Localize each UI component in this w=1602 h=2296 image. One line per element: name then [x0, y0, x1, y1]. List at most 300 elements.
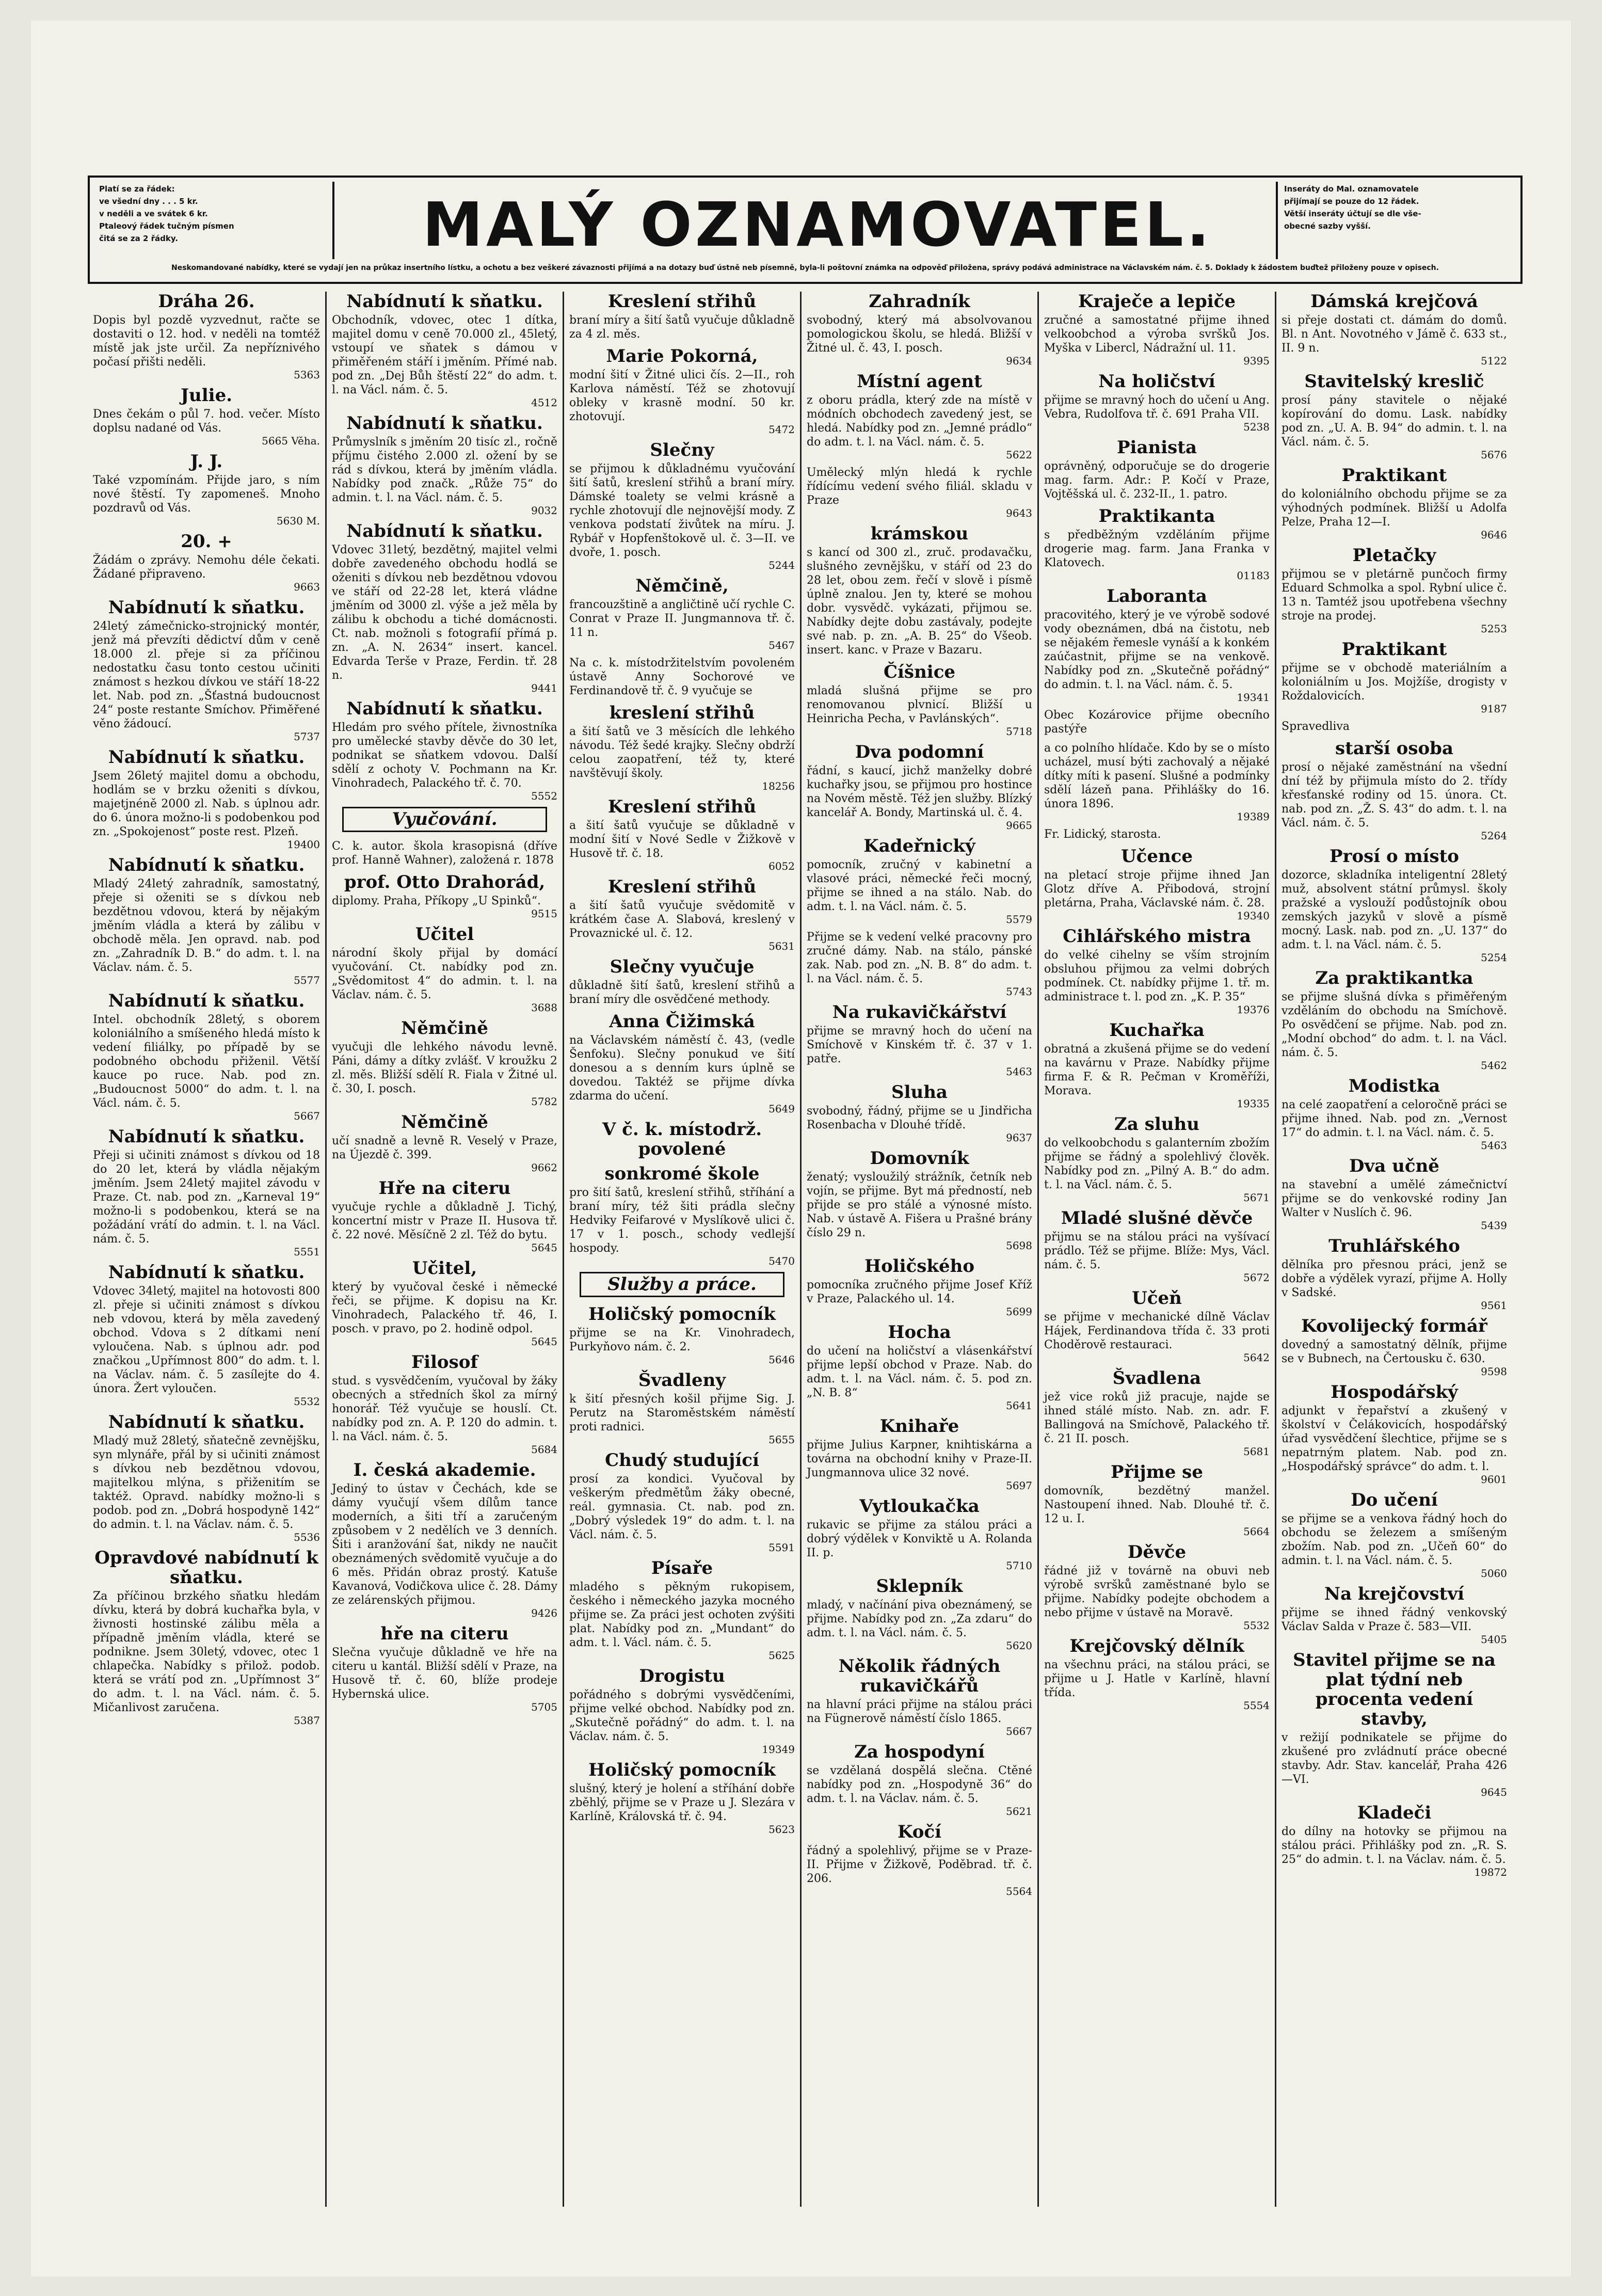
ad-number: 5060	[1481, 1567, 1507, 1580]
ad-number: 9561	[1481, 1299, 1507, 1312]
classified-ad	[807, 1256, 1032, 1317]
ad-heading: Pletačky	[1352, 545, 1436, 566]
classified-ad	[93, 1412, 320, 1543]
classified-ad	[332, 1624, 557, 1713]
ad-heading: Kadeřnický	[863, 836, 975, 856]
classified-ad	[1044, 438, 1270, 501]
ad-text: Umělecký mlýn hledá k rychle řídícímu vedení svého filiál. skladu v Praze	[807, 466, 1032, 507]
ad-heading: Opravdové nabídnutí k sňatku.	[94, 1548, 318, 1588]
ad-heading: Nabídnutí k sňatku.	[108, 855, 305, 875]
classified-ad	[93, 532, 320, 593]
classified-ad	[569, 1760, 795, 1835]
classified-ad	[1044, 506, 1270, 581]
ad-heading: Kovolijecký formář	[1301, 1316, 1487, 1336]
ad-number: 5642	[1243, 1351, 1270, 1364]
classified-ad	[1044, 927, 1270, 1015]
ad-heading: Sklepník	[876, 1576, 963, 1597]
price-line: čitá se za 2 řádky.	[99, 234, 178, 243]
ad-number: 5699	[1006, 1305, 1032, 1318]
ad-text: ženatý; vysloužilý strážník, četník neb vojín, se přijme. Byt má předností, neb přijde se pro stálé a výnosné místo. Nab. v ústavě A. Fišera u Prašné brány číslo 29 n.	[807, 1171, 1032, 1239]
ad-number: 19376	[1237, 1003, 1270, 1016]
ad-number: 5676	[1481, 449, 1507, 461]
ad-number: 19349	[762, 1743, 795, 1756]
ad-column-5	[1037, 292, 1275, 2207]
ad-text: jež vice roků již pracuje, najde se ihned stálé místo. Nab. zn. adr. F. Ballingová na Smíchově, Palackého tř. č. 21 II. posch.	[1044, 1391, 1270, 1445]
ad-heading: Dráha 26.	[158, 292, 255, 312]
ad-heading: Julie.	[180, 385, 233, 406]
ad-text: učí snadně a levně R. Veselý v Praze, na Újezdě č. 399.	[332, 1135, 557, 1161]
ad-number: 9643	[1006, 507, 1032, 519]
ad-text: Obec Kozárovice přijme obecního pastýře	[1044, 709, 1270, 736]
classified-ad	[807, 1149, 1032, 1251]
ad-text: Jediný to ústav v Čechách, kde se dámy vyučují všem dílům tance moderních, a šiti tří a zaručeným způsobem v 2 nedělích ve 3 denních. Šiti i aranžování šat, nikdy ne naučit obeznámených svědomitě vyučuje a do 6 měs. Přidán obraz prostý. Katuše Kavanová, Vodičkova ulice č. 28. Dámy ze zelárenských přijmou.	[332, 1482, 557, 1607]
ad-heading: Kuchařka	[1109, 1020, 1205, 1041]
ad-text: pomocníka zručného přijme Josef Kříž v Praze, Palackého ul. 14.	[807, 1279, 1032, 1305]
ad-heading: Krejčovský dělník	[1069, 1636, 1244, 1656]
ad-number: 5655	[768, 1433, 795, 1446]
classified-ad	[1281, 1076, 1507, 1151]
classified-ad	[93, 1263, 320, 1407]
ad-heading: Nabídnutí k sňatku.	[108, 747, 305, 768]
ad-heading: Laboranta	[1107, 586, 1207, 607]
ad-text: pomocník, zručný v kabinetní a vlasové práci, německé řeči mocný, přijme se ihned a na stálo. Nab. do adm. t. l. na Václ. nám. č. 5.	[807, 858, 1032, 913]
ad-number: 5667	[1006, 1725, 1032, 1737]
ad-heading: Děvče	[1127, 1542, 1187, 1562]
ad-heading: Za praktikantka	[1315, 968, 1473, 988]
classified-ad	[332, 413, 557, 516]
ad-text: braní míry a šití šatů vyučuje důkladně za 4 zl. měs.	[569, 314, 795, 341]
classified-ad	[1281, 1584, 1507, 1645]
ad-number: 9426	[531, 1607, 557, 1619]
ad-number: 5710	[1006, 1559, 1032, 1572]
newspaper-page	[31, 21, 1571, 2276]
ad-text: obratná a zkušená přijme se do vedení na kavárnu v Praze. Nabídky přijme firma F. & R. Pečman v Kroměříži, Morava.	[1044, 1043, 1270, 1097]
ad-heading: Nabídnutí k sňatku.	[108, 991, 305, 1011]
ad-text: pro šití šatů, kreslení střihů, stříhání a braní míry, též šiti prádla slečny Hedviky Feifarové v Myslíkově ulici č. 17 v 1. posch., schody vedlejší hospody.	[569, 1186, 795, 1255]
classified-ad	[569, 1558, 795, 1661]
classified-ad	[807, 1742, 1032, 1817]
classified-ad	[1281, 546, 1507, 634]
ad-text: Za příčinou brzkého sňatku hledám dívku, která by dobrá kuchařka byla, v živnosti hostinské zálibu měla a případně jměním vládla, které se podnikne. Jsem 30letý, vdovec, otec 1 chlapečka. Nabídky s přilož. podob. která se vrátí pod zn. „Upřímnost 3“ do adm. t. l. na Václ. nám. č. 5. Mičanlivost zaručena.	[93, 1590, 320, 1714]
masthead-price-info	[99, 183, 326, 260]
ad-text: na celé zaopatření a celoročně práci se přijme ihned. Nab. pod zn. „Vernost 17“ do admin. t. l. na Václ. nám. č. 5.	[1281, 1098, 1507, 1139]
ad-text: do velkoobchodu s galanterním zbožím přijme se řádný a spolehlivý člověk. Nabídky pod zn. „Pilný A. B.“ do adm. t. l. na Václ. nám. č. 5.	[1044, 1137, 1270, 1191]
ad-number: 5737	[294, 730, 320, 743]
masthead-divider	[1276, 182, 1278, 259]
ad-text: na hlavní práci přijme na stálou práci na Fügnerově náměstí číslo 1865.	[807, 1698, 1032, 1725]
ad-heading: Cihlářského mistra	[1063, 926, 1251, 947]
ad-text: Hledám pro svého přítele, živnostníka pro umělecké stavby děvče do 30 let, podnikat se sňatkem vdovou. Další sdělí z ochoty V. Pochmann na Kr. Vinohradech, Palackého tř. č. 70.	[332, 721, 557, 790]
ad-text: na stavební a umělé zámečnictví přijme se do venkovské rodiny Jan Walter v Nuslích č. 96.	[1281, 1178, 1507, 1219]
ad-text: a šití šatů vyučuje se důkladně v modní šití v Nové Sedle v Žižkově v Husově tř. č. 18.	[569, 819, 795, 860]
ad-text: Na c. k. místodržitelstvím povoleném ústavě Anny Sochorové ve Ferdinandově tř. č. 9 vyučuje se	[569, 657, 795, 697]
ad-number: 19872	[1474, 1866, 1507, 1878]
ad-number: 5577	[294, 974, 320, 986]
classified-ad	[1044, 741, 1270, 822]
ad-heading: Dva podomní	[855, 742, 984, 762]
ad-heading: Marie Pokorná,	[606, 346, 758, 366]
classified-ad	[1044, 1636, 1270, 1711]
classified-ad	[1281, 968, 1507, 1071]
ad-number: 9645	[1481, 1786, 1507, 1798]
ad-heading: Za sluhu	[1114, 1114, 1199, 1135]
ad-text: a šití šatů vyučuje svědomitě v krátkém čase A. Slabová, kreslený v Provaznické ul. č. 12.	[569, 899, 795, 940]
ad-number: 5264	[1481, 830, 1507, 842]
ad-text: mladá slušná přijme se pro renomovanou plvnicí. Bližší u Heinricha Pecha, v Pavlánských“.	[807, 684, 1032, 725]
ad-heading: Nabídnutí k sňatku.	[346, 413, 543, 434]
ad-text: s kancí od 300 zl., zruč. prodavačku, slušného zevnějšku, v stáří od 23 do 28 let, obou zem. řečí v slově i písmě úplně znalou. Jen ty, které se mohou dobr. vysvědč. vykázati, přijmou se. Nabídky dejte dobu zastávaly, podejte své nab. p. zn. „A. B. 25“ do Všeob. insert. kanc. v Praze v Bazaru.	[807, 546, 1032, 657]
classified-ad	[569, 292, 795, 341]
classified-ad	[569, 1666, 795, 1755]
ad-number: 5620	[1006, 1639, 1032, 1652]
ad-number: 9032	[531, 504, 557, 517]
ad-heading: prof. Otto Drahorád,	[344, 872, 546, 892]
classified-ad	[93, 292, 320, 380]
ad-text: důkladně šití šatů, kreslení střihů a braní míry dle osvědčené methody.	[569, 979, 795, 1006]
ad-heading: Švadlena	[1112, 1368, 1202, 1389]
ad-heading: Praktikant	[1341, 639, 1447, 660]
classified-ad	[332, 699, 557, 802]
classified-ad	[807, 372, 1032, 460]
ad-number: 9665	[1006, 819, 1032, 832]
classified-ad	[332, 1258, 557, 1347]
ad-heading: Němčině	[401, 1112, 488, 1133]
ad-heading: Kreslení střihů	[607, 292, 757, 312]
ad-heading: Knihaře	[879, 1416, 959, 1437]
ad-heading: Chudý studující	[605, 1450, 759, 1471]
ad-text: a šití šatů ve 3 měsících dle lehkého návodu. Též šedé krajky. Slečny obdrží celou zaopatření, též ty, které navštěvují školy.	[569, 725, 795, 780]
ad-number: 5564	[1006, 1885, 1032, 1898]
ad-heading: Holičského	[864, 1256, 975, 1277]
price-line: v neděli a ve svátek 6 kr.	[99, 209, 208, 218]
section-heading-box: Služby a práce.	[580, 1272, 784, 1297]
ad-text: Spravedliva	[1281, 720, 1350, 733]
ad-text: mladý, v načínání piva obeznámený, se přijme. Nabídky pod zn. „Za zdaru“ do adm. t. l. na Václ. nám. č. 5.	[807, 1599, 1032, 1639]
classified-ad	[1281, 720, 1507, 734]
insertion-line: Větší inseráty účtují se dle vše-	[1284, 209, 1421, 218]
ad-text: Přijme se k vedení velké pracovny pro zručné dámy. Nab. na stálo, pánské zak. Nab. pod zn. „N. B. 8“ do adm. t. l. na Václ. nám. č. 5.	[807, 931, 1032, 985]
classified-ad	[807, 524, 1032, 657]
ad-text: v režijí podnikatele se přijme do zkušené pro zvládnutí práce obecné stavby. Adr. Stav. kancelář, Praha 426—VI.	[1281, 1731, 1507, 1786]
classified-ad	[569, 656, 795, 698]
classified-ad	[569, 1164, 795, 1267]
ad-number: 5718	[1006, 725, 1032, 738]
ad-text: Žádám o zprávy. Nemohu déle čekati. Žádané připraveno.	[93, 554, 320, 581]
ad-text: přijme se v obchodě materiálním a koloniálním u Jos. Mojžíše, drogisty v Roždalovicích.	[1281, 662, 1507, 703]
ad-heading: Za hospodyní	[854, 1742, 985, 1762]
ad-heading: sonkromé škole	[604, 1163, 760, 1184]
ad-number: 5705	[531, 1701, 557, 1713]
ad-number: 5697	[1006, 1479, 1032, 1492]
ad-heading: starší osoba	[1335, 738, 1453, 759]
ad-heading: Drogistu	[639, 1666, 725, 1686]
ad-column-2	[325, 292, 563, 2207]
ad-heading: Dva učně	[1349, 1156, 1439, 1176]
ad-text: se přijme slušná dívka s přiměřeným vzděláním do obchodu na Smíchově. Po osvědčení se přijme. Nab. pod zn. „Modní obchod“ do adm. t. l. na Václ. nám. č. 5.	[1281, 991, 1507, 1059]
classified-ad	[807, 930, 1032, 997]
ad-heading: Švadleny	[638, 1370, 726, 1391]
ad-text: Fr. Lidický, starosta.	[1044, 828, 1161, 841]
classified-ad	[332, 1112, 557, 1173]
ad-text: do velké cihelny se vším strojním obsluhou přijmou za velmi dobrých podmínek. Ct. nabídky přijme 1. tř. m. administrace t. l. pod zn. „K. P. 35“	[1044, 949, 1270, 1003]
classified-ad	[1281, 739, 1507, 841]
ad-text: vyučuje rychle a důkladně J. Tichý, koncertní mistr v Praze II. Husova tř. č. 22 nové. Měsíčně 2 zl. Též do bytu.	[332, 1201, 557, 1241]
classified-ad	[807, 1002, 1032, 1077]
ad-number: 5254	[1481, 951, 1507, 964]
ad-heading: Kreslení střihů	[607, 796, 757, 817]
ad-heading: Číšnice	[883, 662, 956, 682]
classified-ad	[332, 521, 557, 694]
ad-heading: Nabídnutí k sňatku.	[108, 597, 305, 618]
ad-text: rukavic se přijme za stálou práci a dobrý výdělek v Konviktě u A. Rolanda II. p.	[807, 1519, 1032, 1559]
ad-heading: Kraječe a lepiče	[1078, 292, 1236, 312]
ad-heading: Kladeči	[1357, 1803, 1432, 1823]
ad-heading: I. česká akademie.	[353, 1460, 536, 1480]
ad-text: národní školy přijal by domácí vyučování. Ct. nabídky pod zn. „Svědomitost 4“ do admin. t. l. na Václav. nám. č. 5.	[332, 947, 557, 1001]
ad-text: přijme se mravný hoch do učení na Smíchově v Kinském tř. č. 37 v 1. patře.	[807, 1025, 1032, 1065]
ad-heading: Stavitelský kreslič	[1304, 371, 1484, 392]
classified-ad	[807, 1322, 1032, 1411]
ad-number: 9601	[1481, 1473, 1507, 1486]
ad-text: prosí za kondici. Vyučoval by veškerým předmětům žáky obecné, reál. gymnasia. Ct. nab. pod zn. „Dobrý výsledek 19“ do adm. t. l. na Václ. nám. č. 5.	[569, 1473, 795, 1541]
ad-text: řádný a spolehlivý, přijme se v Praze-II. Přijme v Žižkově, Poděbrad. tř. č. 206.	[807, 1844, 1032, 1885]
ad-number: 5641	[1006, 1399, 1032, 1412]
ad-number: 5671	[1243, 1191, 1270, 1204]
classified-ad	[807, 1576, 1032, 1651]
ad-column-4	[800, 292, 1037, 2207]
ad-number: 5462	[1481, 1059, 1507, 1072]
ad-text: se přijme v mechanické dílně Václav Hájek, Ferdinandova třída č. 33 proti Choděrově restauraci.	[1044, 1311, 1270, 1351]
ad-text: pořádného s dobrými vysvědčeními, přijme velké obchod. Nabídky pod zn. „Skutečně pořádný“ do adm. t. l. na Václav. nám. č. 5.	[569, 1688, 795, 1743]
classified-ad	[1044, 1021, 1270, 1109]
masthead-note: Neskomandované nabídky, které se vydají jen na průkaz insertního lístku, a ochotu a bez veškeré závaznosti přijímá a na dotazy buď ústně neb písemně, byla-li poštovní známka na odpověď přiložena, správy podává administrace na Václavském nám. č. 5. Doklady k žádostem buďtež přiloženy pouze v opisech.	[171, 264, 1439, 272]
classified-ad	[807, 292, 1032, 366]
ad-number: 5387	[294, 1714, 320, 1727]
ad-text: francouzštině a angličtině učí rychle C. Conrat v Praze II. Jungmannova tř. č. 11 n.	[569, 598, 795, 639]
ad-number: 5244	[768, 559, 795, 571]
ad-number: 5363	[294, 369, 320, 381]
classified-ad	[807, 1496, 1032, 1571]
ad-number: 5536	[294, 1531, 320, 1543]
classified-ad	[807, 1822, 1032, 1897]
ad-text: svobodný, řádný, přijme se u Jindřicha Rosenbacha v Dlouhé třídě.	[807, 1105, 1032, 1131]
ad-heading: Učitel,	[412, 1258, 477, 1279]
ad-heading: Nabídnutí k sňatku.	[108, 1412, 305, 1432]
ad-heading: Na krejčovství	[1324, 1584, 1464, 1604]
classified-ad	[807, 662, 1032, 737]
ad-number: 5467	[768, 639, 795, 651]
ad-heading: V č. k. místodrž. povolené	[602, 1119, 762, 1159]
ad-number: 5667	[294, 1110, 320, 1122]
classified-ad	[332, 1352, 557, 1455]
insertion-line: přijímají se pouze do 12 řádek.	[1284, 197, 1419, 206]
ad-text: stud. s vysvědčením, vyučoval by žáky obecných a středních škol za mírný honorář. Též vyučuje se houslí. Ct. nabídky pod zn. A. P. 120 do admin. t. l. na Václ. nám. č. 5.	[332, 1375, 557, 1443]
classified-ad	[569, 346, 795, 435]
ad-number: 5405	[1481, 1633, 1507, 1646]
ad-text: s předběžným vzděláním přijme drogerie mag. farm. Jana Franka v Klatovech.	[1044, 529, 1270, 569]
ad-number: 5630 M.	[276, 515, 320, 527]
ad-heading: Modistka	[1348, 1076, 1440, 1096]
ad-heading: 20. +	[181, 531, 232, 552]
classified-ad	[807, 742, 1032, 831]
classified-ad	[93, 1548, 320, 1726]
classified-ad	[332, 1178, 557, 1253]
ad-text: přijmu se na stálou práci na vyšívací prádlo. Též se přijme. Blíže: Mys, Václ. nám. č. 5.	[1044, 1231, 1270, 1271]
ad-number: 5681	[1243, 1445, 1270, 1458]
masthead-insertion-info	[1284, 183, 1511, 260]
ad-text: prosí pány stavitele o nějaké kopírování do domu. Lask. nabídky pod zn. „U. A. B. 94“ do admin. t. l. na Václ. nám. č. 5.	[1281, 394, 1507, 449]
classified-ad	[569, 703, 795, 792]
ad-text: zručné a samostatné přijme ihned velkoobchod a výroba svršků Jos. Myška v Libercl, Nádražní ul. 11.	[1044, 314, 1270, 355]
ad-text: který by vyučoval české i německé řeči, se přijme. K dopisu na Kr. Vinohradech, Palackého tř. 46, I. posch. v pravo, po 2. hodině odpol.	[332, 1281, 557, 1335]
ad-number: 5645	[531, 1241, 557, 1254]
classified-ad	[332, 292, 557, 408]
ad-columns	[88, 292, 1523, 2207]
classified-ad	[1281, 1803, 1507, 1878]
ad-number: 5646	[768, 1353, 795, 1366]
ad-text: vyučuji dle lehkého návodu levně. Páni, dámy a dítky zvlášť. V kroužku 2 zl. měs. Bližší sdělí R. Fiala v Žitné ul. č. 30, I. posch.	[332, 1041, 557, 1095]
ad-text: se přijme se a venkova řádný hoch do obchodu se železem a smíšeným zbožím. Nab. pod zn. „Učeň 60“ do admin. t. l. na Václ. nám. č. 5.	[1281, 1512, 1507, 1567]
ad-number: 19340	[1237, 910, 1270, 922]
classified-ad	[93, 855, 320, 986]
ad-text: Vdovec 31letý, bezdětný, majitel velmi dobře zavedeného obchodu hodlá se oženiti s dívkou neb bezdětnou vdovou ve stáří od 22-28 let, která vládne jměním od 3000 zl. výše a jež měla by zálibu k obchodu a tiché domácnosti. Ct. nab. možnoli s fotografií přímá p. zn. „A. N. 2634“ insert. kancel. Edvarda Terše v Praze, Ferdin. tř. 28 n.	[332, 544, 557, 682]
ad-heading: hře na citeru	[380, 1623, 509, 1644]
classified-ad	[807, 1656, 1032, 1737]
ad-text: prosí o nějaké zaměstnání na všední dní též by přijmula místo do 2. třídy křesťanské rodiny od 15. února. Ct. nab. pod zn. „Ž. S. 43“ do adm. t. l. na Václ. nám. č. 5.	[1281, 761, 1507, 830]
classified-ad	[1044, 1114, 1270, 1203]
ad-heading: Slečny	[650, 440, 714, 460]
classified-ad	[569, 1120, 795, 1159]
ad-heading: Nabídnutí k sňatku.	[108, 1262, 305, 1283]
classified-ad	[1044, 372, 1270, 433]
masthead	[88, 176, 1523, 284]
ad-heading: Na holičství	[1098, 371, 1215, 392]
ad-number: 19341	[1237, 691, 1270, 704]
classified-ad	[332, 1018, 557, 1107]
ad-heading: Prosí o místo	[1329, 846, 1459, 867]
ad-number: 9395	[1243, 355, 1270, 367]
classified-ad	[569, 1012, 795, 1114]
price-line: Platí se za řádek:	[99, 184, 175, 194]
classified-ad	[1281, 847, 1507, 963]
ad-number: 9646	[1481, 529, 1507, 541]
ad-text: Také vzpomínám. Přijde jaro, s ním nové štěstí. Ty zapomeneš. Mnoho pozdravů od Vás.	[93, 474, 320, 515]
ad-number: 5238	[1243, 421, 1270, 433]
ad-heading: Hocha	[888, 1322, 951, 1343]
classified-ad	[332, 839, 557, 867]
ad-number: 18256	[762, 780, 795, 792]
ad-heading: Učence	[1120, 846, 1193, 867]
ad-heading: Učeň	[1132, 1288, 1182, 1309]
ad-number: 5554	[1243, 1699, 1270, 1712]
classified-ad	[569, 1304, 795, 1365]
classified-ad	[1044, 1208, 1270, 1283]
ad-text: diplomy. Praha, Příkopy „U Spinků“.	[332, 895, 541, 907]
ad-number: 5782	[531, 1095, 557, 1108]
classified-ad	[93, 747, 320, 850]
ad-heading: Praktikanta	[1098, 506, 1215, 527]
classified-ad	[569, 957, 795, 1007]
classified-ad	[1044, 1368, 1270, 1457]
classified-ad	[569, 576, 795, 651]
ad-text: Přeji si učiniti známost s dívkou od 18 do 20 let, která by vládla nějakým jměním. Jsem 24letý majitel závodu v Praze. Ct. nab. pod zn. „Karneval 19“ možno-li s podobenkou, která se na požádání vrátí do admin. t. l. na Václ. nám. č. 5.	[93, 1149, 320, 1246]
classified-ad	[1044, 1288, 1270, 1363]
ad-text: dělníka pro přesnou práci, jenž se dobře a výdělek vyrazí, přijme A. Holly v Sadské.	[1281, 1258, 1507, 1299]
classified-ad	[1281, 1316, 1507, 1377]
classified-ad	[569, 797, 795, 872]
ad-text: řádné již v továrně na obuvi neb výrobě svršků zaměstnané bylo se přijme. Nabídky podejte obchodem a nebo přijme v ústavě na Moravě.	[1044, 1565, 1270, 1619]
ad-number: 5439	[1481, 1219, 1507, 1232]
classified-ad	[1281, 1236, 1507, 1311]
ad-heading: Praktikant	[1341, 465, 1447, 486]
classified-ad	[1281, 1382, 1507, 1485]
ad-number: 9663	[294, 581, 320, 593]
classified-ad	[1044, 586, 1270, 703]
ad-heading: Nabídnutí k sňatku.	[346, 698, 543, 719]
ad-heading: Místní agent	[857, 371, 982, 392]
ad-text: svobodný, který má absolvovanou pomologickou školu, se hledá. Bližší v Žitné ul. č. 43, I. posch.	[807, 314, 1032, 355]
ad-text: do učení na holičství a vlásenkářství přijme lepší obchod v Praze. Nab. do adm. t. l. na Václ. nám. č. 5. pod zn. „N. B. 8“	[807, 1345, 1032, 1399]
ad-text: modní šití v Žitné ulici čís. 2—II., roh Karlova náměstí. Též se zhotovují obleky v krasně modní. 50 kr. zhotovují.	[569, 369, 795, 423]
ad-heading: Několik řádných rukavičkářů	[838, 1656, 1001, 1696]
ad-heading: Holičský pomocník	[588, 1304, 776, 1325]
ad-number: 5552	[531, 790, 557, 802]
ad-number: 5122	[1481, 355, 1507, 367]
classified-ad	[93, 1127, 320, 1257]
ad-heading: Němčině,	[635, 576, 729, 596]
ad-heading: krámskou	[870, 523, 969, 544]
ad-number: 5698	[1006, 1239, 1032, 1252]
ad-heading: Anna Čižimská	[609, 1011, 755, 1032]
ad-number: 01183	[1237, 569, 1270, 582]
ad-number: 4512	[531, 396, 557, 409]
ad-heading: Kreslení střihů	[607, 876, 757, 897]
classified-ad	[93, 386, 320, 447]
classified-ad	[1044, 708, 1270, 736]
classified-ad	[1044, 292, 1270, 366]
ad-text: řádní, s kaucí, jichž manželky dobré kuchařky jsou, se přijmou pro hostince na Novém městě. Též jen služby. Blízký kancelář A. Bondy, Martinská ul. č. 4.	[807, 764, 1032, 819]
ad-number: 5625	[768, 1649, 795, 1662]
ad-number: 9662	[531, 1161, 557, 1174]
classified-ad	[1281, 292, 1507, 366]
ad-heading: Dámská krejčová	[1310, 292, 1478, 312]
ad-heading: kreslení střihů	[609, 703, 755, 723]
ad-number: 5463	[1481, 1139, 1507, 1152]
ad-text: z oboru prádla, který zde na místě v módních obchodech zavedený jest, se hledá. Nabídky pod zn. „Jemné prádlo“ do adm. t. l. na Václ. nám. č. 5.	[807, 394, 1032, 449]
ad-text: Mladý 24letý zahradník, samostatný, přeje si oženiti se s dívkou neb bezdětnou vdovou, která by nějakým jměním vládla a která by zálibu v obchodě měla. Jen opravd. nab. pod zn. „Zahradník D. B.“ do adm. t. l. na Václav. nám. č. 5.	[93, 878, 320, 974]
ad-number: 5470	[768, 1255, 795, 1267]
classified-ad	[1281, 1156, 1507, 1231]
ad-text: oprávněný, odporučuje se do drogerie mag. farm. Adr.: P. Kočí v Praze, Vojtěšská ul. č. 232-II., 1. patro.	[1044, 460, 1270, 501]
ad-heading: Na rukavičkářství	[832, 1002, 1007, 1023]
ad-heading: Pianista	[1116, 437, 1197, 458]
classified-ad	[807, 466, 1032, 519]
ad-text: Obchodník, vdovec, otec 1 dítka, majitel domu v ceně 70.000 zl., 45letý, vstoupí ve sňatek s dámou v přiměřeném stáří i jměním. Přímé nab. pod zn. „Dej Bůh štěstí 22“ do adm. t. l. na Václ. nám. č. 5.	[332, 314, 557, 396]
ad-number: 9515	[531, 907, 557, 920]
classified-ad	[1281, 372, 1507, 460]
ad-number: 5591	[768, 1541, 795, 1554]
ad-text: 24letý zámečnicko-strojnický montér, jenž má převzíti dědictví dům v ceně 18.000 zl. přeje si za příčinou nedostatku času tonto cestou učiniti známost s hezkou dívkou ve stáří 18-22 let. Nab. pod zn. „Šťastná budoucnost 24“ poste restante Smíchov. Přiměřené věno žádoucí.	[93, 620, 320, 730]
ad-heading: J. J.	[190, 451, 223, 472]
classified-ad	[1044, 1542, 1270, 1631]
ad-heading: Hře na citeru	[378, 1178, 511, 1199]
price-line: Ptaleový řádek tučným písmen	[99, 221, 234, 231]
ad-number: 5532	[1243, 1619, 1270, 1632]
ad-text: a co polního hlídače. Kdo by se o místo ucházel, musí býti zachovalý a nějaké dítky míti k pasení. Slušné a podmínky sdělí lázeň pana. Přihlášky do 16. února 1896.	[1044, 742, 1270, 810]
ad-number: 9187	[1481, 703, 1507, 715]
ad-text: přijmou se v pletárně punčoch firmy Eduard Schmolka a spol. Rybní ulice č. 13 n. Tamtéž jsou upotřebena všechny stroje na prodej.	[1281, 568, 1507, 623]
ad-text: na pletací stroje přijme ihned Jan Glotz dříve A. Přibodová, strojní pletárna, Praha, Václavské nám. č. 28.	[1044, 869, 1270, 910]
